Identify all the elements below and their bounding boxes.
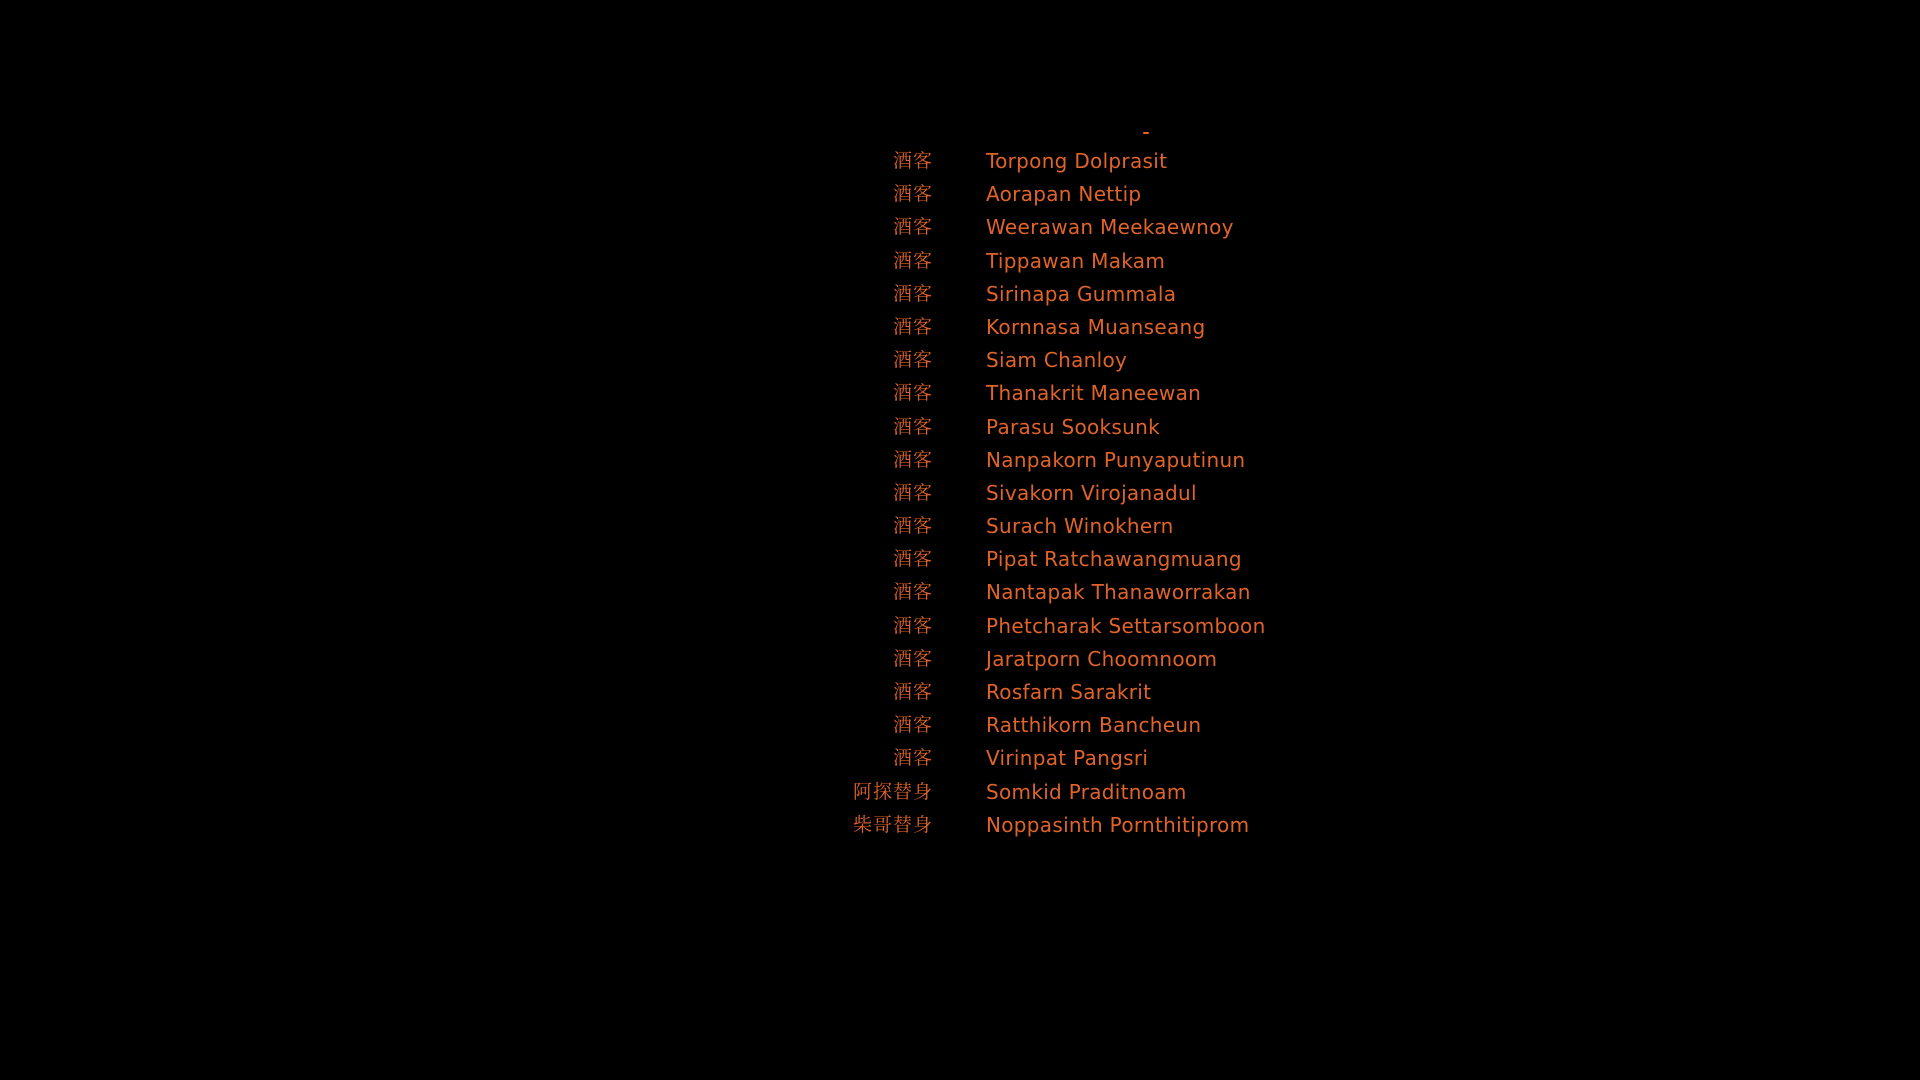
credit-role: 酒客 xyxy=(892,315,933,338)
credit-role: 酒客 xyxy=(892,614,933,637)
credit-name: Torpong Dolprasit xyxy=(986,149,1168,173)
credit-row xyxy=(0,809,1920,842)
credit-role: 酒客 xyxy=(892,415,933,438)
credit-role: 酒客 xyxy=(892,581,933,604)
credit-role: 酒客 xyxy=(892,349,933,372)
credit-name: Kornnasa Muanseang xyxy=(986,314,1206,339)
credit-name: Siam Chanloy xyxy=(986,348,1128,373)
credit-row xyxy=(0,543,1920,576)
credit-role: 酒客 xyxy=(892,150,933,172)
credit-role: 酒客 xyxy=(892,282,933,305)
credit-name: Tippawan Makam xyxy=(986,248,1166,273)
credit-name: Nanpakorn Punyaputinun xyxy=(986,447,1246,472)
credit-role: 酒客 xyxy=(892,548,933,571)
credit-row xyxy=(0,709,1920,742)
credit-name: Sivakorn Virojanadul xyxy=(986,480,1197,505)
credit-name: Sirinapa Gummala xyxy=(986,281,1177,306)
credit-role: 酒客 xyxy=(892,714,933,737)
credit-name: Thanakrit Maneewan xyxy=(986,381,1202,406)
credit-name: Noppasinth Pornthitiprom xyxy=(986,812,1250,837)
credit-role: 柴哥替身 xyxy=(852,813,933,836)
credit-row xyxy=(0,444,1920,477)
credit-row xyxy=(0,211,1920,244)
credit-role: 酒客 xyxy=(892,647,933,670)
credit-row xyxy=(0,344,1920,377)
credit-role: 酒客 xyxy=(892,216,933,239)
credit-row xyxy=(0,278,1920,311)
credit-role: 酒客 xyxy=(892,747,933,770)
credit-row xyxy=(0,610,1920,643)
credit-row xyxy=(0,477,1920,510)
credit-role: 酒客 xyxy=(892,382,933,405)
credit-name: Rosfarn Sarakrit xyxy=(986,680,1152,704)
credit-row xyxy=(0,178,1920,211)
credit-role: 酒客 xyxy=(892,448,933,471)
credit-name: Ratthikorn Bancheun xyxy=(986,713,1202,738)
credit-name: Nantapak Thanaworrakan xyxy=(986,580,1251,605)
credit-row xyxy=(0,245,1920,278)
credit-name: Pipat Ratchawangmuang xyxy=(986,547,1242,572)
credit-name: Parasu Sooksunk xyxy=(986,414,1160,439)
credit-row xyxy=(0,411,1920,444)
cut-off-text-fragment xyxy=(1143,132,1149,134)
credit-name: Phetcharak Settarsomboon xyxy=(986,613,1266,638)
credits-list xyxy=(0,145,1920,842)
credit-row xyxy=(0,145,1920,178)
credit-role: 酒客 xyxy=(892,183,933,206)
credit-role: 酒客 xyxy=(892,515,933,538)
credit-row xyxy=(0,776,1920,809)
credit-row xyxy=(0,510,1920,543)
credit-name: Virinpat Pangsri xyxy=(986,746,1149,771)
credit-name: Aorapan Nettip xyxy=(986,182,1142,207)
credit-row xyxy=(0,643,1920,676)
credit-role: 酒客 xyxy=(892,249,933,272)
credit-name: Weerawan Meekaewnoy xyxy=(986,215,1234,240)
credit-name: Jaratporn Choomnoom xyxy=(986,646,1218,671)
credit-row xyxy=(0,377,1920,410)
credit-role: 酒客 xyxy=(892,481,933,504)
credit-row xyxy=(0,742,1920,775)
credit-name: Surach Winokhern xyxy=(986,514,1174,539)
credit-role: 阿探替身 xyxy=(852,780,933,803)
credit-role: 酒客 xyxy=(892,681,933,703)
credit-name: Somkid Praditnoam xyxy=(986,779,1187,804)
credit-row xyxy=(0,311,1920,344)
credit-row xyxy=(0,676,1920,709)
credit-row xyxy=(0,576,1920,609)
